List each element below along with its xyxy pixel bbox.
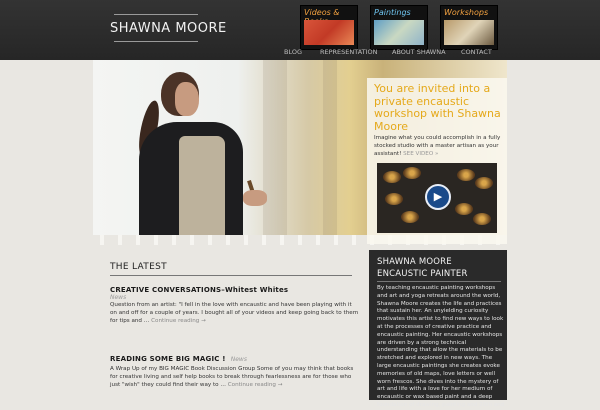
video-thumbnail[interactable] bbox=[377, 163, 497, 233]
post-item bbox=[110, 286, 360, 325]
wax-pot bbox=[473, 213, 491, 225]
invite-body bbox=[374, 134, 504, 158]
post-excerpt bbox=[110, 365, 360, 389]
category-tile-paintings[interactable] bbox=[370, 5, 428, 50]
category-tile-workshops[interactable] bbox=[440, 5, 498, 50]
apron bbox=[179, 136, 225, 245]
wax-pot bbox=[455, 203, 473, 215]
nav-representation[interactable]: REPRESENTATION bbox=[320, 48, 378, 56]
category-tile-videos-books[interactable] bbox=[300, 5, 358, 50]
paintings-thumbnail bbox=[374, 20, 424, 45]
latest-heading: THE LATEST bbox=[110, 262, 167, 272]
post-excerpt-text: Question from an artist: "I fell in the love with encaustic and have been playing with it on and off for a couple of years. I bought all of your videos and keep going back to them for tips and … bbox=[110, 302, 359, 324]
post-category[interactable]: News bbox=[230, 356, 247, 363]
see-video-link[interactable]: SEE VIDEO » bbox=[403, 151, 439, 157]
videos-books-thumbnail bbox=[304, 20, 354, 45]
wax-pot bbox=[475, 177, 493, 189]
hand bbox=[243, 190, 267, 206]
site-logo[interactable] bbox=[110, 14, 227, 42]
wall-texture bbox=[323, 60, 337, 245]
wax-pot bbox=[403, 167, 421, 179]
about-sidebar bbox=[369, 250, 507, 408]
workshops-thumbnail bbox=[444, 20, 494, 45]
post-title[interactable]: CREATIVE CONVERSATIONS–Whitest Whites bbox=[110, 286, 289, 294]
sidebar-title: SHAWNA MOORE ENCAUSTIC PAINTER bbox=[377, 257, 468, 279]
sidebar-bio: By teaching encaustic painting workshops and art and yoga retreats around the world, Shawna Moore creates the life and practices that sustain her. An unyielding curiosity motivates this artist to find new ways to look at the processes of creative practice and encaustic painting. Her encaustic workshops are driven by a strong technical understanding that allow the materials to be stretched and explored in new ways. The large encaustic paintings she creates evoke memories of old maps, love letters or well worn frescos. She dives into the mystery of art and life with a love for her medium of encaustic or wax based paint and a deep foundation of drawing, painting and 20th and bbox=[377, 285, 505, 408]
latest-divider bbox=[110, 275, 352, 276]
category-label: Videos & bbox=[304, 8, 340, 17]
wax-pot bbox=[457, 169, 475, 181]
category-label: Paintings bbox=[374, 8, 411, 17]
continue-reading-link[interactable]: Continue reading → bbox=[227, 382, 283, 388]
nav-contact[interactable]: CONTACT bbox=[461, 48, 492, 56]
nav-blog[interactable]: BLOG bbox=[284, 48, 303, 56]
logo-text: SHAWNA MOORE bbox=[110, 21, 227, 36]
post-excerpt-text: A Wrap Up of my BIG MAGIC Book Discussion Group Some of you may think that books for creative living and self help books to break through fearlessness are for those who just "wish" they could find their way to … bbox=[110, 366, 354, 388]
wax-pot bbox=[385, 193, 403, 205]
wall-texture bbox=[263, 60, 287, 245]
sidebar-divider bbox=[377, 281, 501, 282]
wax-pot bbox=[383, 171, 401, 183]
wax-pot bbox=[401, 211, 419, 223]
invite-text: Imagine what you could accomplish in a fully stocked studio with a master artisan as your assistant! bbox=[374, 135, 501, 157]
post-category[interactable]: News bbox=[110, 294, 127, 301]
play-icon[interactable]: ▶ bbox=[425, 184, 451, 210]
logo-bottom-rule bbox=[114, 41, 198, 42]
continue-reading-link[interactable]: Continue reading → bbox=[151, 318, 206, 324]
post-item bbox=[110, 346, 360, 389]
site-header bbox=[0, 0, 600, 60]
post-title[interactable]: READING SOME BIG MAGIC ! bbox=[110, 355, 226, 363]
workshop-invite-panel bbox=[367, 78, 507, 244]
nav-about-shawna[interactable]: ABOUT SHAWNA bbox=[392, 48, 446, 56]
invite-title: You are invited into a private encaustic workshop with Shawna Moore bbox=[374, 82, 501, 133]
logo-top-rule bbox=[114, 14, 198, 15]
face bbox=[175, 82, 199, 116]
post-heading-line bbox=[110, 346, 360, 365]
category-label: Workshops bbox=[444, 8, 489, 17]
post-excerpt bbox=[110, 301, 360, 325]
